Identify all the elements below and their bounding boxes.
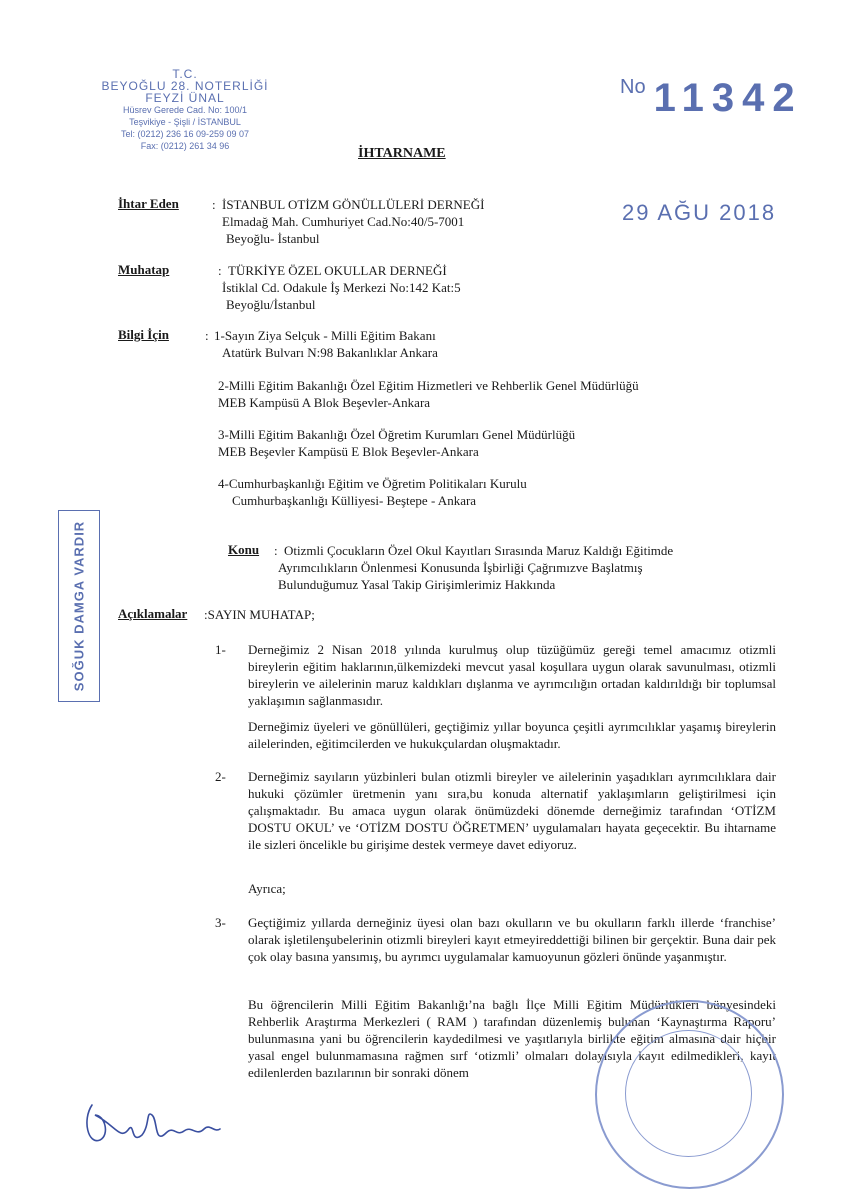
item-2-paragraph: Derneğimiz sayıların yüzbinleri bulan otizmli bireyler ve ailelerinin yaşadıkları ayrımcılıklara dair hukuki çözümler üretmenin yanı sıra,bu konuda alternatif yaklaşımların geliştirilmesi için çalışmaktadır. Bu amaca uygun olarak önümüzdeki dönemde derneğimiz tarafından ‘OTİZM DOSTU OKUL’ ve ‘OTİZM DOSTU ÖĞRETMEN’ uygulamaları hayata geçecektir. Bu ihtarname ile sizleri öncelikle bu girişime destek vermeye davet ediyoruz.: [248, 769, 776, 852]
bilgi-item-2: 2-Milli Eğitim Bakanlığı Özel Eğitim Hizmetleri ve Rehberlik Genel Müdürlüğü: [218, 378, 639, 393]
bilgi-item-2-address: MEB Kampüsü A Blok Beşevler-Ankara: [218, 395, 431, 410]
salutation: :SAYIN MUHATAP;: [204, 607, 315, 622]
item-number-2: 2-: [215, 769, 226, 784]
notary-stamp: [80, 68, 290, 152]
ihtar-eden-colon: :: [212, 197, 216, 212]
konu-line-3: Bulunduğumuz Yasal Takip Girişimlerimiz Hakkında: [278, 577, 556, 592]
konu-colon: :: [274, 543, 278, 558]
konu-line-1: Otizmli Çocukların Özel Okul Kayıtları Sırasında Maruz Kaldığı Eğitimde: [284, 543, 674, 558]
muhatap-city: Beyoğlu/İstanbul: [226, 297, 316, 312]
notary-phone: Tel: (0212) 236 16 09-259 09 07: [120, 129, 250, 139]
document-number: 11342: [653, 76, 803, 120]
ihtar-eden-address: Elmadağ Mah. Cumhuriyet Cad.No:40/5-7001: [222, 214, 465, 229]
bilgi-item-1: 1-Sayın Ziya Selçuk - Milli Eğitim Bakanı: [214, 328, 436, 343]
notary-line: T.C.: [172, 67, 198, 81]
seal-inner-ring: [625, 1030, 752, 1157]
document-title: İHTARNAME: [358, 146, 446, 161]
ihtar-eden-name: İSTANBUL OTİZM GÖNÜLLÜLERİ DERNEĞİ: [222, 197, 485, 212]
item-2-paragraph-2: Ayrıca;: [248, 881, 286, 896]
ihtar-eden-label: İhtar Eden: [118, 196, 179, 211]
item-number-3: 3-: [215, 915, 226, 930]
muhatap-label: Muhatap: [118, 262, 170, 277]
number-stamp: [620, 76, 803, 121]
notary-name: BEYOĞLU 28. NOTERLİĞİ: [101, 79, 269, 93]
number-prefix: No: [620, 76, 646, 98]
ihtar-eden-city: Beyoğlu- İstanbul: [226, 231, 320, 246]
signature: [80, 1085, 230, 1160]
cold-stamp-text: SOĞUK DAMGA VARDIR: [71, 520, 87, 692]
muhatap-colon: :: [218, 263, 222, 278]
bilgi-item-4: 4-Cumhurbaşkanlığı Eğitim ve Öğretim Politikaları Kurulu: [218, 476, 527, 491]
notary-seal: [595, 1000, 784, 1189]
muhatap-address: İstiklal Cd. Odakule İş Merkezi No:142 Kat:5: [222, 280, 461, 295]
notary-address: Hüsrev Gerede Cad. No: 100/1: [122, 105, 248, 115]
cold-stamp: [58, 510, 100, 702]
bilgi-icin-colon: :: [205, 328, 209, 343]
item-1-paragraph-2: Derneğimiz üyeleri ve gönüllüleri, geçtiğimiz yıllar boyunca çeşitli ayrımcılıklar yaşamış bireylerin ailelerinden, eğitimcilerden ve hukukçulardan oluşmaktadır.: [248, 719, 776, 751]
date-stamp: 29 AĞU 2018: [622, 200, 777, 225]
bilgi-item-4-address: Cumhurbaşkanlığı Külliyesi- Beştepe - Ankara: [232, 493, 477, 508]
bilgi-item-3-address: MEB Beşevler Kampüsü E Blok Beşevler-Ankara: [218, 444, 479, 459]
bilgi-item-3: 3-Milli Eğitim Bakanlığı Özel Öğretim Kurumları Genel Müdürlüğü: [218, 427, 576, 442]
notary-district: Teşvikiye - Şişli / İSTANBUL: [129, 117, 241, 127]
aciklamalar-label: Açıklamalar: [118, 606, 188, 621]
bilgi-icin-label: Bilgi İçin: [118, 327, 169, 342]
bilgi-item-1-address: Atatürk Bulvarı N:98 Bakanlıklar Ankara: [222, 345, 438, 360]
muhatap-name: TÜRKİYE ÖZEL OKULLAR DERNEĞİ: [228, 263, 447, 278]
item-1-paragraph: Derneğimiz 2 Nisan 2018 yılında kurulmuş olup tüzüğümüz gereği temel amacımız otizmli bireylerin eğitim haklarının,ülkemizdeki mevcut yasal koşullara uygun olarak savunulması, otizmli bireylerin ve ailelerinin maruz kaldıkları dışlanma ve ayrımcılığın ortadan kaldırıldığı bir toplumsal yaklaşımın sağlanmasıdır.: [248, 642, 776, 708]
konu-line-2: Ayrımcılıkların Önlenmesi Konusunda İşbirliği Çağrımızve Başlatmış: [278, 560, 643, 575]
item-number-1: 1-: [215, 642, 226, 657]
konu-label: Konu: [228, 542, 260, 557]
item-3-paragraph-2: Bu öğrencilerin Milli Eğitim Bakanlığı’na bağlı İlçe Milli Eğitim Müdürlükleri bünyesindeki Rehberlik Araştırma Merkezleri ( RAM ) tarafından düzenlemiş bulunan ‘Kaynaştırma Raporu’ bulunmasına yani bu öğrencilerin kaydedilmesi ve yaşıtlarıyla birlikte eğitim almasına dair hiçbir yasal engel bulunmamasına rağmen sırf ‘otizmli’ olmaları dolayısıyla kayıt edilmedikleri, kayıt edilenlerden bazılarının bir sonraki dönem: [248, 997, 776, 1080]
item-3-paragraph: Geçtiğimiz yıllarda derneğiniz üyesi olan bazı okulların ve bu okulların farklı illerde ‘franchise’ olarak işletilenşubelerinin otizmli bireyleri kayıt etmeyireddettiği bilinen bir gerçektir. Buna dair pek çok olay basına yansımış, bu ayrımcı uygulamalar kamuoyunun gözleri önünde yaşanmıştır.: [248, 915, 776, 964]
notary-fax: Fax: (0212) 261 34 96: [140, 141, 230, 151]
notary-person: FEYZİ ÜNAL: [145, 91, 225, 105]
